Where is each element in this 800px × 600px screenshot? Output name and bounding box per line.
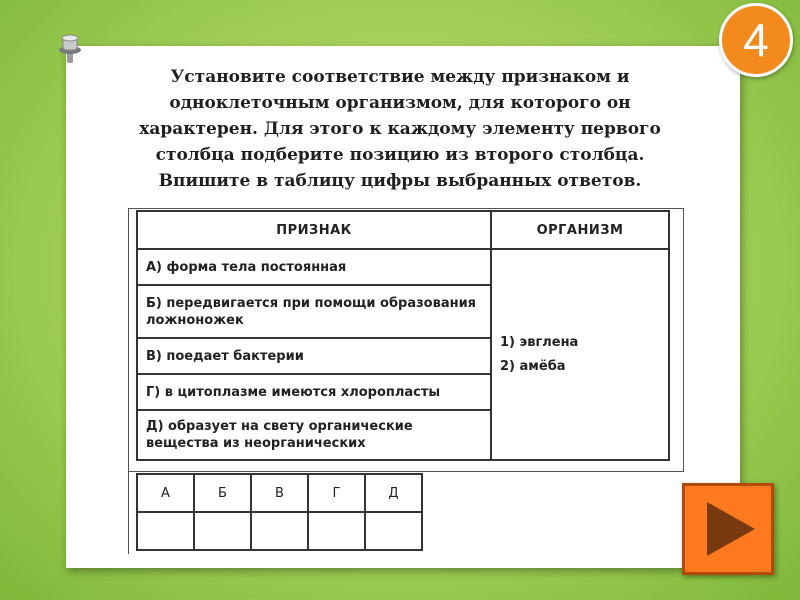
- divider: [128, 471, 684, 472]
- organism-2: 2) амёба: [500, 358, 566, 374]
- answer-cell-b[interactable]: [194, 512, 251, 550]
- answer-table: [136, 473, 423, 551]
- play-arrow-icon: [685, 486, 771, 572]
- pushpin-icon: [57, 34, 83, 64]
- feature-v: В) поедает бактерии: [137, 338, 491, 374]
- answer-letter-v: В: [251, 474, 308, 512]
- divider: [128, 208, 129, 472]
- answer-letter-b: Б: [194, 474, 251, 512]
- task-title: Установите соответствие между признаком и одноклеточным организмом, для которого он характерен. Для этого к каждому элементу первого столбца подберите позицию из второго столбца. Впишите в таблицу цифры выбранных ответов.: [139, 67, 661, 191]
- header-feature: ПРИЗНАК: [137, 211, 491, 249]
- answer-letter-a: А: [137, 474, 194, 512]
- answer-cell-d[interactable]: [365, 512, 422, 550]
- feature-g: Г) в цитоплазме имеются хлоропласты: [137, 374, 491, 410]
- organism-list: [491, 249, 669, 460]
- divider: [128, 208, 684, 209]
- organism-1: 1) эвглена: [500, 334, 579, 350]
- answer-cell-v[interactable]: [251, 512, 308, 550]
- slide-number-badge: 4: [719, 3, 793, 77]
- divider: [128, 472, 129, 554]
- divider: [683, 208, 684, 472]
- task-table-area: [128, 208, 684, 554]
- feature-d: Д) образует на свету органические вещества из неорганических: [137, 410, 491, 460]
- matching-table: [136, 210, 670, 461]
- answer-cell-g[interactable]: [308, 512, 365, 550]
- next-slide-button[interactable]: [682, 483, 774, 575]
- header-organism: ОРГАНИЗМ: [491, 211, 669, 249]
- answer-letter-g: Г: [308, 474, 365, 512]
- answer-cell-a[interactable]: [137, 512, 194, 550]
- feature-a: А) форма тела постоянная: [137, 249, 491, 285]
- answer-letter-d: Д: [365, 474, 422, 512]
- feature-b: Б) передвигается при помощи образования ложноножек: [137, 285, 491, 338]
